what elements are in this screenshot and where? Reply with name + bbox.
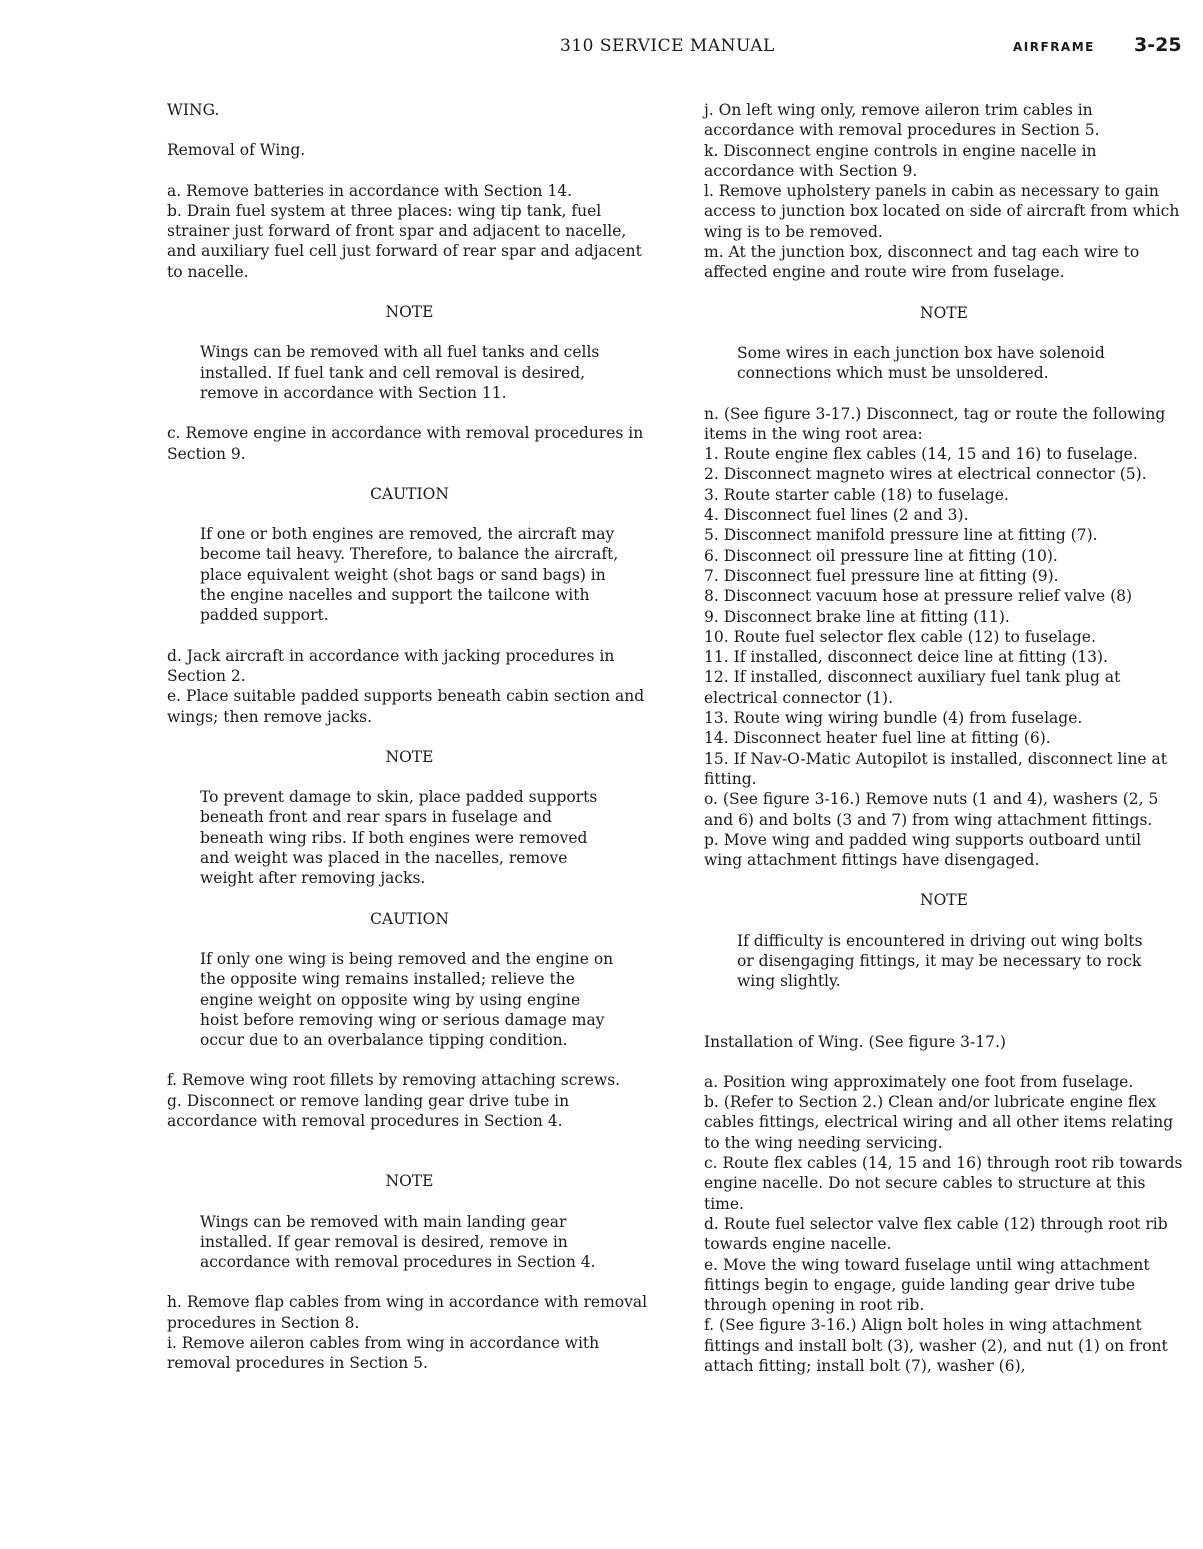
sublist-item: 13. Route wing wiring bundle (4) from fuselage. [704,709,1083,728]
step-p: p. Move wing and padded wing supports outboard until wing attachment fittings have disengaged. [704,830,1142,870]
step-e: e. Place suitable padded supports beneath cabin section and wings; then remove jacks. [167,687,645,726]
install-step-e: e. Move the wing toward fuselage until wing attachment fittings begin to engage, guide landing gear drive tube through opening in root rib. [704,1255,1150,1315]
sublist-item: 6. Disconnect oil pressure line at fitting (10). [704,546,1058,565]
step-j: j. On left wing only, remove aileron trim cables in accordance with removal procedures in Section 5. [704,101,1100,140]
steps-j-m [704,100,1184,283]
steps-f-g [167,1070,652,1131]
install-step-c: c. Route flex cables (14, 15 and 16) through root rib towards engine nacelle. Do not secure cables to structure at this time. [704,1154,1183,1213]
note-label: NOTE [920,303,968,322]
step-n: n. (See figure 3-17.) Disconnect, tag or route the following items in the wing root area: [704,404,1166,443]
caution-text: If one or both engines are removed, the aircraft may become tail heavy. Therefore, to balance the aircraft, place equivalent weight (shot bags or sand bags) in the engine nacelles and support the tailcone with padded support. [200,525,619,625]
install-step-f: f. (See figure 3-16.) Align bolt holes in wing attachment fittings and install bolt (3), washer (2), and nut (1) on front attach fitting; install bolt (7), washer (6), [704,1316,1168,1376]
note-text: Some wires in each junction box have solenoid connections which must be unsoldered. [737,343,1105,383]
note-label: NOTE [920,891,968,910]
step-c: c. Remove engine in accordance with removal procedures in Section 9. [167,424,644,463]
note-text: Wings can be removed with all fuel tanks and cells installed. If fuel tank and cell removal is desired, remove in accordance with Section 11. [200,343,600,402]
right-column [704,100,1184,1396]
section-heading: WING. [167,101,220,119]
sublist-item: 3. Route starter cable (18) to fuselage. [704,485,1009,504]
left-column [167,100,652,1394]
installation-steps [704,1072,1184,1376]
install-step-b: b. (Refer to Section 2.) Clean and/or lubricate engine flex cables fittings, electrical wiring and all other items relating to the wing needing servicing. [704,1093,1174,1152]
step-k: k. Disconnect engine controls in engine nacelle in accordance with Section 9. [704,141,1097,180]
step-l: l. Remove upholstery panels in cabin as necessary to gain access to junction box located on side of aircraft from which wing is to be removed. [704,182,1180,241]
install-step-a: a. Position wing approximately one foot from fuselage. [704,1072,1134,1091]
sublist-item: 1. Route engine flex cables (14, 15 and 16) to fuselage. [704,445,1138,464]
note-text: If difficulty is encountered in driving out wing bolts or disengaging fittings, it may be necessary to rock wing slightly. [737,931,1143,991]
note-text: To prevent damage to skin, place padded supports beneath front and rear spars in fuselage and beneath wing ribs. If both engines were removed and weight was placed in the nacelles, remove weight after removing jacks. [200,788,598,888]
sublist-item: 10. Route fuel selector flex cable (12) to fuselage. [704,627,1096,646]
sublist-item: 9. Disconnect brake line at fitting (11). [704,607,1010,626]
subsection-heading: Removal of Wing. [167,141,306,160]
note-text: Wings can be removed with main landing gear installed. If gear removal is desired, remove in accordance with removal procedures in Section 4. [200,1212,596,1272]
install-step-d: d. Route fuel selector valve flex cable (12) through root rib towards engine nacelle. [704,1214,1168,1254]
steps-h-i [167,1292,652,1373]
caution-text: If only one wing is being removed and the engine on the opposite wing remains installed; relieve the engine weight on opposite wing by using engine hoist before removing wing or serious damage may occur due to an overbalance tipping condition. [200,949,614,1050]
sublist-item: 7. Disconnect fuel pressure line at fitting (9). [704,566,1059,585]
sublist-item: 4. Disconnect fuel lines (2 and 3). [704,506,969,525]
note-label: NOTE [385,1172,434,1191]
sublist-item: 11. If installed, disconnect deice line at fitting (13). [704,648,1108,667]
section-name: AIRFRAME [1013,40,1095,54]
sublist-item: 8. Disconnect vacuum hose at pressure relief valve (8) [704,587,1133,606]
step-b: b. Drain fuel system at three places: wing tip tank, fuel strainer just forward of front spar and adjacent to nacelle, and auxiliary fuel cell just forward of rear spar and adjacent to nacelle. [167,201,642,281]
step-f: f. Remove wing root fillets by removing attaching screws. [167,1071,621,1090]
manual-title: 310 SERVICE MANUAL [560,36,775,56]
steps-a-b [167,181,652,282]
caution-label: CAUTION [370,484,449,503]
step-m: m. At the junction box, disconnect and tag each wire to affected engine and route wire from fuselage. [704,243,1140,282]
steps-n-p [704,404,1184,871]
step-g: g. Disconnect or remove landing gear drive tube in accordance with removal procedures in Section 4. [167,1091,570,1130]
step-a: a. Remove batteries in accordance with Section 14. [167,181,573,200]
step-h: h. Remove flap cables from wing in accordance with removal procedures in Section 8. [167,1293,648,1332]
step-i: i. Remove aileron cables from wing in accordance with removal procedures in Section 5. [167,1334,600,1373]
sublist-item: 2. Disconnect magneto wires at electrical connector (5). [704,465,1147,484]
sublist-item: 12. If installed, disconnect auxiliary fuel tank plug at electrical connector (1). [704,668,1121,707]
caution-label: CAUTION [370,909,449,928]
note-label: NOTE [385,747,434,766]
step-o: o. (See figure 3-16.) Remove nuts (1 and 4), washers (2, 5 and 6) and bolts (3 and 7) from wing attachment fittings. [704,790,1159,829]
sublist-item: 5. Disconnect manifold pressure line at fitting (7). [704,526,1098,545]
note-label: NOTE [385,303,434,322]
steps-d-e [167,646,652,727]
sublist-item: 14. Disconnect heater fuel line at fitting (6). [704,729,1051,748]
sublist-item: 15. If Nav-O-Matic Autopilot is installed, disconnect line at fitting. [704,749,1167,788]
page-number: 3-25 [1134,34,1182,56]
installation-heading: Installation of Wing. (See figure 3-17.) [704,1032,1006,1051]
step-d: d. Jack aircraft in accordance with jacking procedures in Section 2. [167,646,615,685]
